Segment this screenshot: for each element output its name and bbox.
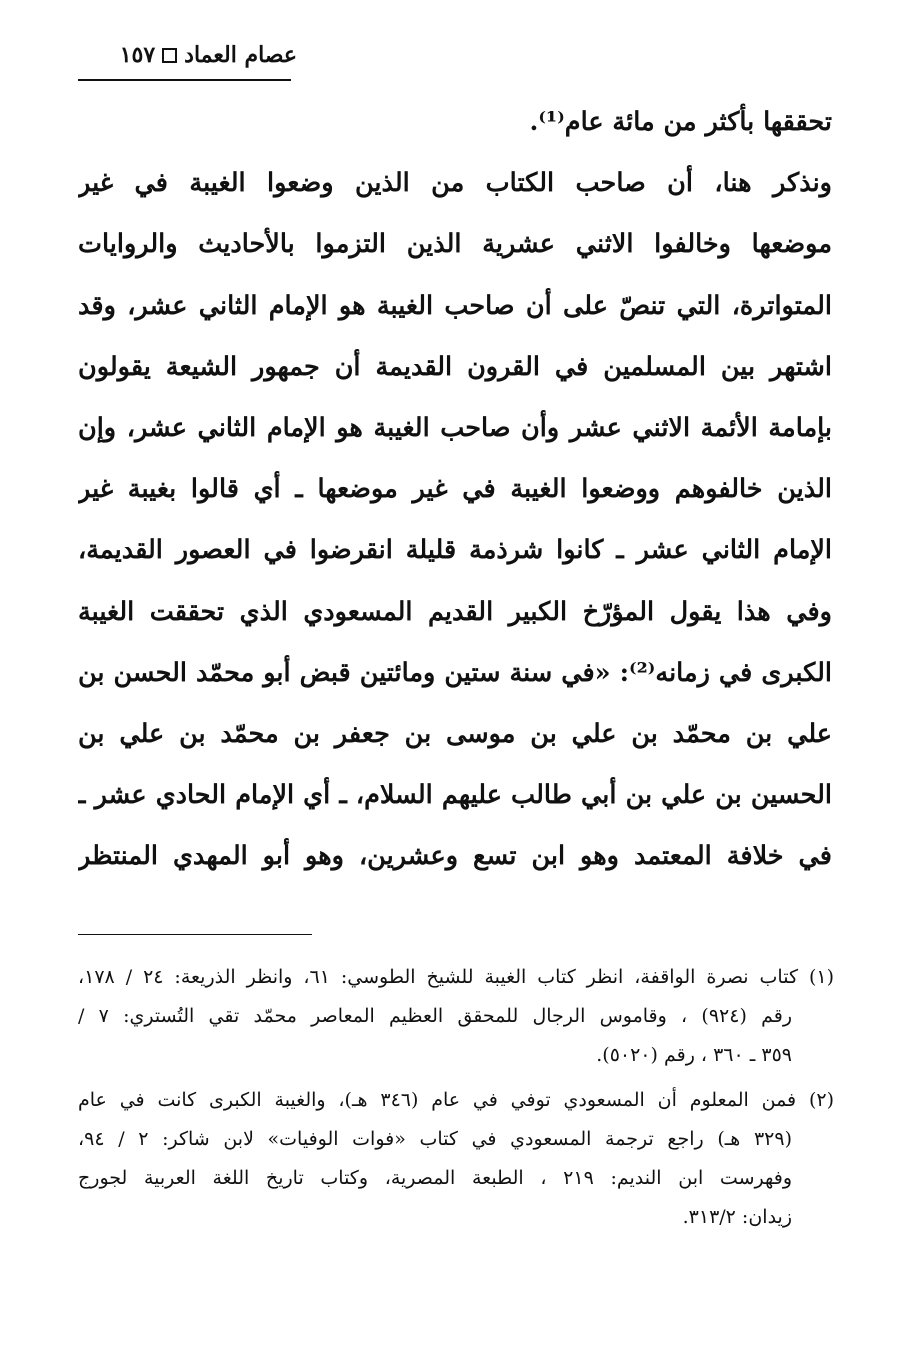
page-number: ١٥٧ (119, 42, 156, 68)
body-line: الكبرى في زمانه⁽²⁾: «في سنة ستين ومائتين قبض أبو محمّد الحسن بن (78, 657, 832, 688)
footnotes (78, 958, 834, 1237)
footnote-1-line: (١) كتاب نصرة الواقفة، انظر كتاب الغيبة للشيخ الطوسي: ٦١، وانظر الذريعة: ٢٤ / ١٧٨، (78, 966, 834, 988)
body-line: بإمامة الأئمة الاثني عشر وأن صاحب الغيبة هو الإمام الثاني عشر، وإن (78, 412, 832, 443)
body-line: تحققها بأكثر من مائة عام⁽¹⁾. (529, 107, 832, 137)
body-line: الذين خالفوهم ووضعوا الغيبة في غير موضعها ـ أي قالوا بغيبة غير (78, 474, 832, 505)
running-header (120, 40, 297, 70)
square-ornament-icon (162, 48, 177, 63)
footnote-2-line: زيدان: ٣١٣/٢. (682, 1206, 792, 1228)
footnote-2-line: وفهرست ابن النديم: ٢١٩ ، الطبعة المصرية، وكتاب تاريخ اللغة العربية لجورج (78, 1167, 792, 1189)
body-line: الإمام الثاني عشر ـ كانوا شرذمة قليلة انقرضوا في العصور القديمة، (78, 535, 832, 566)
footnote-2-line: (٣٢٩ هـ) راجع ترجمة المسعودي في كتاب «فوات الوفيات» لابن شاكر: ٢ / ٩٤، (78, 1128, 792, 1150)
footnote-separator (78, 934, 312, 935)
body-line: الحسين بن علي بن أبي طالب عليهم السلام، ـ أي الإمام الحادي عشر ـ (78, 780, 832, 811)
main-text (78, 92, 832, 887)
body-line: في خلافة المعتمد وهو ابن تسع وعشرين، وهو أبو المهدي المنتظر (78, 841, 832, 872)
header-rule (78, 79, 291, 81)
body-line: اشتهر بين المسلمين في القرون القديمة أن جمهور الشيعة يقولون (78, 351, 832, 382)
footnote-1-line: ٣٥٩ ـ ٣٦٠ ، رقم (٥٠٢٠). (596, 1044, 792, 1066)
footnote-2-line: (٢) فمن المعلوم أن المسعودي توفي في عام (٣٤٦ هـ)، والغيبة الكبرى كانت في عام (78, 1089, 834, 1111)
body-line: موضعها وخالفوا الاثني عشرية الذين التزموا بالأحاديث والروايات (78, 229, 832, 260)
body-line: ونذكر هنا، أن صاحب الكتاب من الذين وضعوا الغيبة في غير (78, 168, 832, 199)
body-line: وفي هذا يقول المؤرّخ الكبير القديم المسعودي الذي تحققت الغيبة (78, 596, 832, 627)
header-title: عصام العماد (184, 42, 297, 68)
footnote-1-line: رقم (٩٢٤) ، وقاموس الرجال للمحقق العظيم المعاصر محمّد تقي التُستري: ٧ / (78, 1005, 792, 1027)
body-line: المتواترة، التي تنصّ على أن صاحب الغيبة هو الإمام الثاني عشر، وقد (78, 290, 832, 321)
body-line: علي بن محمّد بن علي بن موسى بن جعفر بن محمّد بن علي بن (78, 718, 832, 749)
